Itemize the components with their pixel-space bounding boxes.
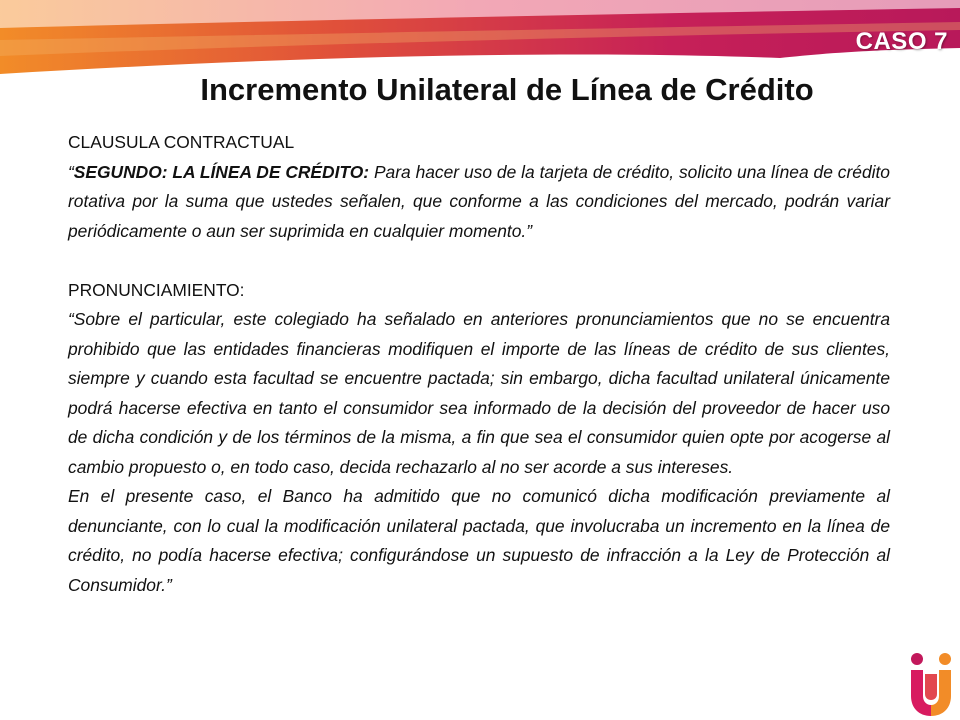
clause-heading: CLAUSULA CONTRACTUAL — [68, 132, 295, 152]
pronouncement-paragraph-2: En el presente caso, el Banco ha admitido que no comunicó dicha modificación previamente al denunciante, con lo cual la modificación unilateral pactada, que involucraba un incremento en la línea de crédito, no podía hacerse efectiva; configurándose un supuesto de infracción a la Ley de Protección al Consumidor.” — [68, 486, 890, 595]
pronouncement-paragraph-1: “Sobre el particular, este colegiado ha señalado en anteriores pronunciamientos que no se encuentra prohibido que las entidades financieras modifiquen el importe de las líneas de crédito de sus clientes, siempre y cuando esta facultad se encuentre pactada; sin embargo, dicha facultad unilateral únicamente podrá hacerse efectiva en tanto el consumidor sea informado de la decisión del proveedor de hacer uso de dicha condición y de los términos de la misma, a fin que sea el consumidor quien opte por acogerse al cambio propuesto o, en todo caso, decida rechazarlo al no ser acorde a sus intereses. — [68, 309, 890, 477]
header-banner — [0, 0, 960, 80]
page-title: Incremento Unilateral de Línea de Crédito — [200, 72, 814, 107]
institution-logo — [905, 650, 957, 718]
clause-body: Para hacer uso de la tarjeta de crédito, solicito una línea de crédito rotativa por la suma que ustedes señalen, que conforme a las condiciones del mercado, podrán variar periódicamente o aun ser suprimida en cualquier momento.” — [68, 161, 890, 241]
spacer — [68, 246, 890, 276]
case-label: CASO 7 — [855, 28, 948, 55]
clause-open-quote: “ — [68, 161, 74, 182]
clause-text — [68, 158, 890, 247]
pronouncement-heading: PRONUNCIAMIENTO: — [68, 279, 245, 300]
clause-lead: SEGUNDO: LA LÍNEA DE CRÉDITO: — [73, 161, 370, 182]
document-body — [68, 128, 890, 600]
